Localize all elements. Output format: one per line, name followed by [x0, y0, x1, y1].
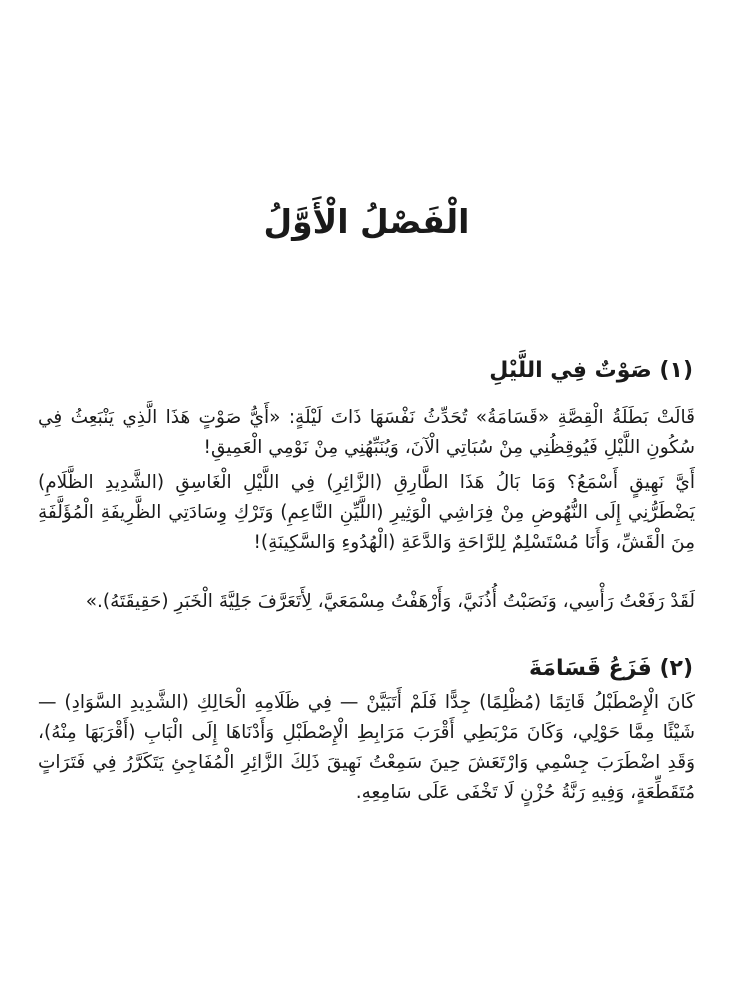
section-1-paragraph-1: قَالَتْ بَطَلَةُ الْقِصَّةِ «قَسَامَةُ» تُحَدِّثُ نَفْسَهَا ذَاتَ لَيْلَةٍ: «أَيُّ صَوْتٍ هَذَا الَّذِي يَنْبَعِثُ فِي سُكُونِ اللَّيْلِ فَيُوقِظُنِي مِنْ سُبَاتِي الْآنَ، وَيُنَبِّهُنِي مِنْ نَوْمِي الْعَمِيقِ!	[38, 407, 695, 458]
chapter-title: الْفَصْلُ الْأَوَّلُ	[263, 202, 470, 241]
book-page	[38, 0, 695, 1000]
section-1-paragraph-3: لَقَدْ رَفَعْتُ رَأْسِي، وَنَصَبْتُ أُذُنَيَّ، وَأَرْهَفْتُ مِسْمَعَيَّ، لِأَتَعَرَّفَ جَلِيَّةَ الْخَبَرِ (حَقِيقَتَهُ).»	[85, 591, 695, 612]
section-2-paragraph-1: كَانَ الْإِصْطَبْلُ قَاتِمًا (مُظْلِمًا) جِدًّا فَلَمْ أَتَبَيَّنْ — فِي ظَلَامِهِ الْحَالِكِ (الشَّدِيدِ السَّوَادِ) — شَيْئًا مِمَّا حَوْلِي، وَكَانَ مَرْبَطِي أَقْرَبَ مَرَابِطِ الْإِصْطَبْلِ وَأَدْنَاهَا إِلَى الْبَابِ (أَقْرَبَهَا مِنْهُ)، وَقَدِ اضْطَرَبَ جِسْمِي وَارْتَعَشَ حِينَ سَمِعْتُ نَهِيقَ ذَلِكَ الزَّائِرِ الْمُفَاجِئِ يَتَكَرَّرُ فِي فَتَرَاتٍ مُتَقَطِّعَةٍ، وَفِيهِ رَنَّةُ حُزْنٍ لَا تَخْفَى عَلَى سَامِعِهِ.	[38, 692, 695, 803]
section-1-paragraph-2: أَيَّ نَهِيقٍ أَسْمَعُ؟ وَمَا بَالُ هَذَا الطَّارِقِ (الزَّائِرِ) فِي اللَّيْلِ الْغَاسِقِ (الشَّدِيدِ الظَّلَامِ) يَضْطَرُّنِي إِلَى النُّهُوضِ مِنْ فِرَاشِي الْوَثِيرِ (اللَّيِّنِ النَّاعِمِ) وَتَرْكِ وِسَادَتِي الظَّرِيفَةِ الْمُؤَلَّفَةِ مِنَ الْقَشِّ، وَأَنَا مُسْتَسْلِمٌ لِلرَّاحَةِ وَالدَّعَةِ (الْهُدُوءِ وَالسَّكِينَةِ)!	[38, 472, 695, 553]
section-2-heading: (٢) فَزَعُ قَسَامَةَ	[528, 656, 693, 681]
section-1-heading: (١) صَوْتٌ فِي اللَّيْلِ	[489, 358, 693, 383]
